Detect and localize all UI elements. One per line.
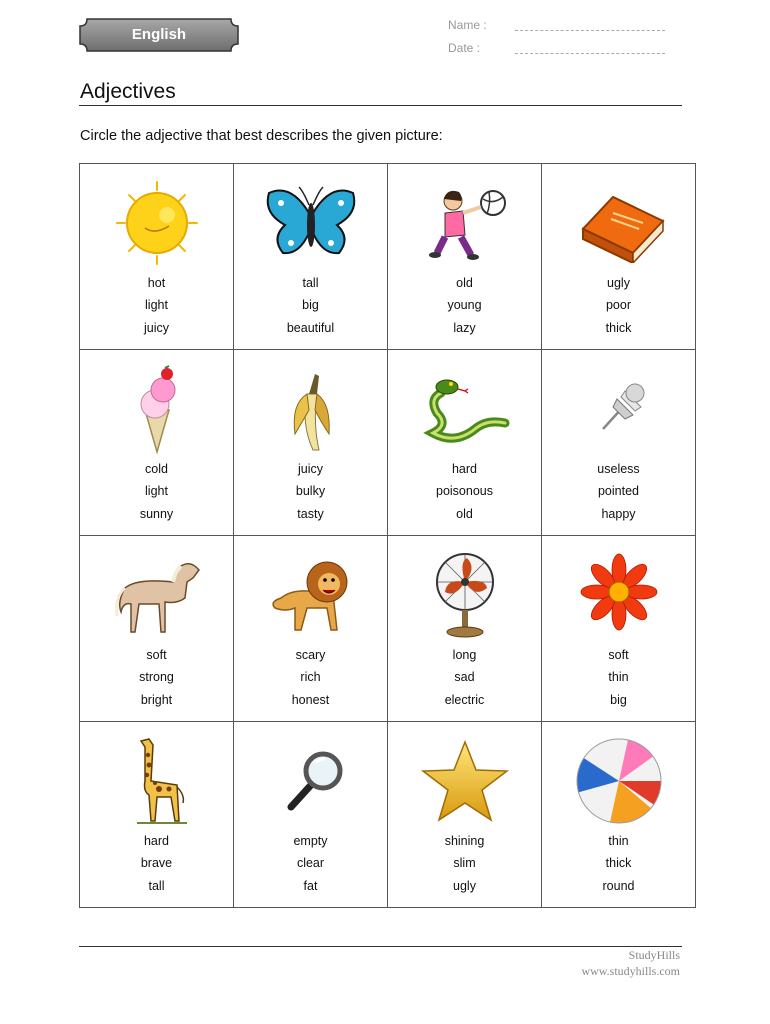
option-word[interactable]: lazy [453, 320, 476, 335]
girl-volleyball-icon [415, 183, 515, 263]
grid-cell [542, 536, 696, 722]
grid-cell [234, 164, 388, 350]
option-word[interactable]: soft [146, 648, 167, 662]
butterfly-icon [261, 183, 361, 263]
option-word[interactable]: sunny [139, 506, 174, 521]
option-word[interactable]: useless [597, 462, 640, 476]
option-word[interactable]: shining [444, 834, 485, 848]
grid-cell [234, 350, 388, 536]
push-pin-icon [569, 369, 669, 449]
grid-cell [542, 722, 696, 908]
option-word[interactable]: rich [300, 670, 321, 685]
subject-badge [79, 18, 239, 52]
option-word[interactable]: hard [143, 834, 170, 848]
grid-cell [234, 536, 388, 722]
option-word[interactable]: big [610, 692, 627, 707]
magnifying-glass-icon [261, 741, 361, 821]
horse-icon [107, 552, 207, 638]
option-word[interactable]: thin [608, 834, 629, 848]
flower-icon [569, 552, 669, 638]
option-word[interactable]: long [452, 648, 477, 662]
grid-cell [542, 164, 696, 350]
star-icon [415, 738, 515, 824]
lion-icon [261, 552, 361, 638]
option-word[interactable]: poisonous [436, 484, 493, 499]
grid-cell [80, 350, 234, 536]
option-word[interactable]: poor [605, 298, 632, 313]
grid-cell [80, 536, 234, 722]
grid-cell [234, 722, 388, 908]
banana-icon [261, 364, 361, 454]
option-word[interactable]: empty [293, 834, 328, 848]
beach-ball-icon [569, 735, 669, 827]
option-word[interactable]: bright [140, 692, 173, 707]
grid-cell [80, 722, 234, 908]
option-word[interactable]: light [145, 484, 168, 499]
option-word[interactable]: cold [145, 462, 168, 476]
option-word[interactable]: tall [148, 878, 165, 893]
footer-url[interactable]: www.studyhills.com [581, 964, 680, 978]
option-word[interactable]: tasty [297, 506, 324, 521]
option-word[interactable]: happy [601, 506, 636, 521]
option-word[interactable]: old [456, 276, 473, 290]
option-word[interactable]: clear [296, 856, 325, 871]
option-word[interactable]: ugly [453, 878, 476, 893]
option-word[interactable]: sad [454, 670, 475, 685]
option-word[interactable]: pointed [597, 484, 639, 499]
option-word[interactable]: slim [453, 856, 476, 871]
fan-icon [415, 550, 515, 640]
option-word[interactable]: tall [302, 276, 319, 290]
grid-cell [388, 350, 542, 536]
ice-cream-icon [107, 364, 207, 454]
option-word[interactable]: young [447, 298, 482, 313]
grid-cell [388, 164, 542, 350]
option-word[interactable]: juicy [297, 462, 323, 476]
name-field[interactable] [515, 30, 665, 31]
option-word[interactable]: juicy [143, 320, 169, 335]
grid-cell [542, 350, 696, 536]
giraffe-icon [107, 733, 207, 829]
grid-cell [388, 536, 542, 722]
option-word[interactable]: thick [605, 320, 632, 335]
option-word[interactable]: old [456, 506, 473, 521]
option-word[interactable]: electric [444, 692, 485, 707]
option-word[interactable]: round [602, 878, 635, 893]
title-divider [79, 105, 682, 106]
footer-divider [79, 946, 682, 947]
sun-icon [107, 180, 207, 266]
date-field[interactable] [515, 53, 665, 54]
option-word[interactable]: bulky [295, 484, 326, 499]
option-word[interactable]: thick [605, 856, 632, 871]
grid-cell [80, 164, 234, 350]
name-label: Name : [448, 18, 487, 32]
option-word[interactable]: beautiful [286, 320, 335, 335]
adjective-grid [79, 163, 696, 908]
grid-cell [388, 722, 542, 908]
option-word[interactable]: honest [291, 692, 330, 707]
option-word[interactable]: light [145, 298, 168, 313]
subject-label: English [131, 26, 187, 43]
option-word[interactable]: soft [608, 648, 629, 662]
option-word[interactable]: strong [139, 670, 174, 685]
page-title: Adjectives [80, 80, 176, 103]
option-word[interactable]: ugly [607, 276, 630, 290]
option-word[interactable]: hot [147, 276, 166, 290]
footer-brand: StudyHills [628, 948, 680, 962]
option-word[interactable]: fat [303, 878, 318, 893]
option-word[interactable]: thin [608, 670, 629, 685]
snake-icon [415, 369, 515, 449]
date-label: Date : [448, 41, 481, 55]
option-word[interactable]: hard [451, 462, 478, 476]
option-word[interactable]: scary [295, 648, 326, 662]
option-word[interactable]: big [302, 298, 319, 313]
option-word[interactable]: brave [140, 856, 173, 871]
instruction-text: Circle the adjective that best describes the given picture: [80, 128, 443, 144]
book-icon [569, 183, 669, 263]
